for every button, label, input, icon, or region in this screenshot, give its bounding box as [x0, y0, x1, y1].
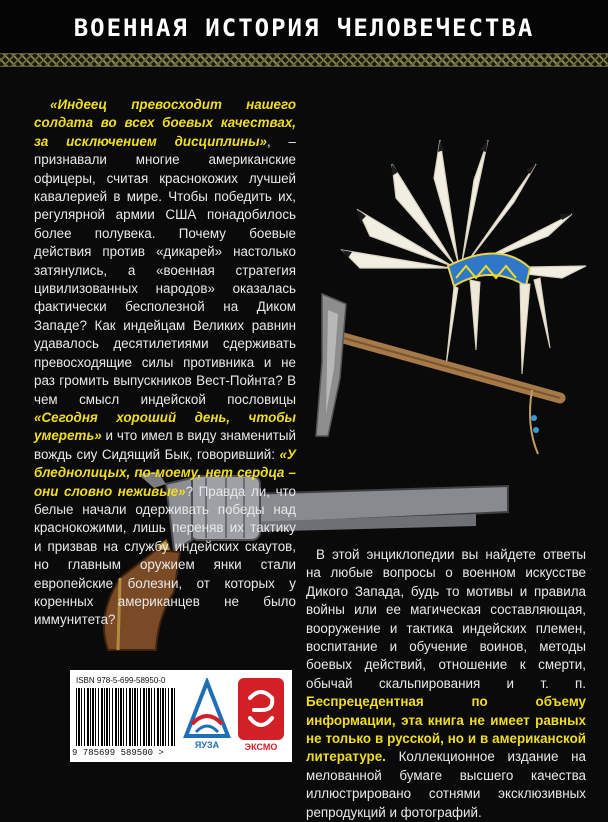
headdress-illustration	[300, 118, 600, 458]
intro-text-2: и что имел в виду знаменитый вождь сиу Сидящий Бык, говоривший:	[34, 428, 296, 462]
barcode-image	[76, 688, 176, 746]
description-text-1: В этой энциклопедии вы найдете ответы на любые вопросы о военном искусстве Дикого Запада, будь то мотивы и правила войны или ее магическая составляющая, вооружение и тактика индейских племен, воспитание и обучение воинов, методы боевых действий, отношение к смерти, обычай скальпирования и т. п.	[306, 547, 586, 691]
ornament-border	[0, 53, 608, 67]
barcode-panel	[70, 670, 292, 762]
isbn-label: ISBN 978-5-699-58950-0	[76, 676, 166, 685]
eksmo-label: ЭКСМО	[244, 742, 278, 752]
yauza-label: ЯУЗА	[194, 740, 220, 750]
description-text-2: Коллекционное издание на мелованной бумаге высшего качества иллюстрировано сотнями эксклюзивных репродукций и фотографий.	[306, 749, 586, 820]
yauza-logo	[182, 678, 232, 754]
intro-text-1: , – признавали многие американские офицеры, считая краснокожих лучшей кавалерией в мире. Чтобы победить их, регулярной армии США понадобилось более полувека. Почему боевые действия против «дикарей» настолько затянулись, а «военная стратегия цивилизованных народов» оказалась фактически бесполезной на Диком Западе? Как индейцам Великих равнин удавалось десятилетиями сдерживать превосходящие силы противника и не раз громить выпускников Вест-Пойнта? В чем смысл индейской пословицы	[34, 133, 296, 407]
description-highlight: Беспрецедентная по объему информации, эта книга не имеет равных не только в русской, но и в американской литературе.	[306, 694, 586, 765]
description-paragraph	[306, 546, 586, 822]
barcode-digits: 9 785699 589500 >	[72, 748, 164, 758]
quote-pale-faces: «У бледнолицых, по-моему, нет сердца – они словно неживые»	[34, 446, 296, 499]
eksmo-logo	[236, 676, 286, 756]
yauza-icon	[182, 678, 232, 740]
quote-good-day: «Сегодня хороший день, чтобы умереть»	[34, 409, 296, 444]
intro-text-3: ? Правда ли, что белые начали одерживать победы над краснокожими, лишь переняв их тактику и призвав на службу индейских скаутов, но главным оружием янки стали европейские болезни, от которых у коренных американцев не было иммунитета?	[34, 483, 296, 628]
eksmo-icon	[236, 676, 286, 742]
series-title: ВОЕННАЯ ИСТОРИЯ ЧЕЛОВЕЧЕСТВА	[73, 14, 535, 42]
intro-paragraph	[34, 96, 296, 630]
quote-indian-soldier: «Индеец превосходит нашего солдата во всех боевых качествах, за исключением дисциплины»	[34, 97, 296, 149]
header-banner	[0, 0, 608, 60]
